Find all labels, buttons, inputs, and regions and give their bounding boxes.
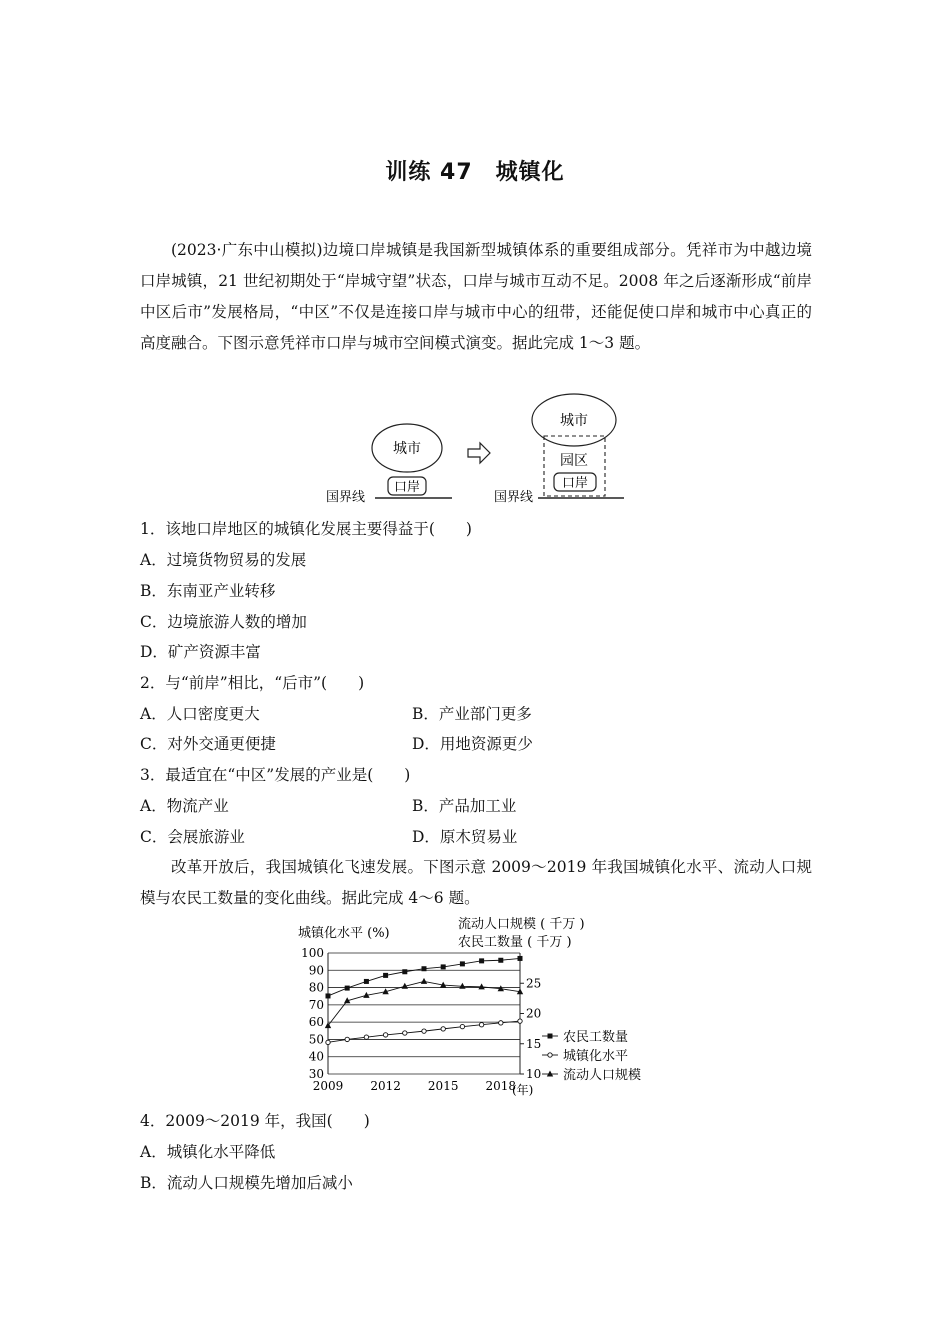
chart-point-square <box>479 958 484 963</box>
chart-point-square <box>498 958 503 963</box>
chart-y-left-tick-label: 90 <box>308 963 324 978</box>
intro-paragraph-2: 改革开放后，我国城镇化飞速发展。下图示意 2009～2019 年我国城镇化水平、流动人口规模与农民工数量的变化曲线。据此完成 4～6 题。 <box>140 858 812 907</box>
q1-option-a: A．过境货物贸易的发展 <box>140 551 307 569</box>
q2-option-d: D．用地资源更少 <box>412 735 533 753</box>
chart-y-left-tick-label: 30 <box>308 1067 324 1081</box>
chart-point-circle <box>479 1023 483 1027</box>
chart-x-tick-label: 2018 <box>485 1079 517 1093</box>
port-label-left: 口岸 <box>393 480 421 495</box>
city-label-right: 城市 <box>560 413 588 429</box>
chart-x-tick-label: 2009 <box>312 1079 344 1093</box>
q1-option-b: B．东南亚产业转移 <box>140 582 276 600</box>
q4-option-a: A．城镇化水平降低 <box>140 1143 276 1161</box>
chart-point-circle <box>460 1024 464 1028</box>
q3-stem: 3．最适宜在“中区”发展的产业是( ) <box>140 766 411 784</box>
chart-point-circle <box>422 1029 426 1033</box>
chart-point-circle <box>441 1027 445 1031</box>
q1-option-c: C．边境旅游人数的增加 <box>140 613 307 631</box>
chart-y-left-tick-label: 80 <box>308 980 324 995</box>
chart-point-square <box>326 993 331 998</box>
q2-option-b: B．产业部门更多 <box>412 705 532 723</box>
chart-left-axis-title: 城镇化水平 (%) <box>298 926 390 941</box>
chart-point-square <box>345 986 350 991</box>
chart-right-axis-title-2: 农民工数量 ( 千万 ) <box>458 935 572 950</box>
chart-legend-label: 城镇化水平 <box>563 1049 629 1064</box>
chart-point-square <box>441 964 446 969</box>
chart-legend-marker-square <box>548 1034 553 1039</box>
chart-point-triangle <box>421 978 427 984</box>
chart-y-left-tick-label: 100 <box>301 946 324 960</box>
chart-y-right-tick-label: 20 <box>526 1006 542 1021</box>
port-label-right: 口岸 <box>561 476 589 491</box>
chart-legend-label: 流动人口规模 <box>563 1068 642 1083</box>
chart-point-square <box>422 966 427 971</box>
q4-option-b: B．流动人口规模先增加后减小 <box>140 1174 353 1192</box>
q1-stem: 1．该地口岸地区的城镇化发展主要得益于( ) <box>140 520 472 538</box>
chart-series-line-triangle <box>328 981 520 1025</box>
chart-point-square <box>364 979 369 984</box>
city-label-left: 城市 <box>393 441 421 457</box>
chart-series-line-square <box>328 958 520 996</box>
intro-paragraph-1: (2023·广东中山模拟)边境口岸城镇是我国新型城镇体系的重要组成部分。凭祥市为中越边境口岸城镇，21 世纪初期处于“岸城守望”状态，口岸与城市互动不足。2008 年之后逐渐形成“前岸中区后市”发展格局，“中区”不仅是连接口岸与城市中心的纽带，还能促使口岸和城市中心真正的高度融合。下图示意凭祥市口岸与城市空间模式演变。据此完成 1～3 题。 <box>140 241 812 352</box>
q3-option-b: B．产品加工业 <box>412 797 517 815</box>
q1-option-d: D．矿产资源丰富 <box>140 643 261 661</box>
chart-y-right-tick-label: 25 <box>526 976 542 991</box>
q2-option-c: C．对外交通更便捷 <box>140 735 276 753</box>
chart-x-tick-label: 2015 <box>427 1079 459 1093</box>
park-label: 园区 <box>560 453 588 469</box>
chart-point-square <box>518 956 523 961</box>
page-title: 训练 47 城镇化 <box>385 160 565 185</box>
q2-option-a: A．人口密度更大 <box>140 705 260 723</box>
chart-legend-label: 农民工数量 <box>563 1030 629 1045</box>
chart-point-circle <box>345 1037 349 1041</box>
q3-option-d: D．原木贸易业 <box>412 828 518 846</box>
chart-y-left-tick-label: 60 <box>308 1015 324 1030</box>
chart-point-circle <box>403 1031 407 1035</box>
urbanization-chart <box>290 912 680 1102</box>
chart-y-left-tick-label: 40 <box>308 1049 324 1064</box>
q3-option-c: C．会展旅游业 <box>140 828 245 846</box>
chart-point-square <box>383 973 388 978</box>
chart-point-square <box>460 961 465 966</box>
transition-arrow-icon <box>468 443 490 463</box>
border-label-left: 国界线 <box>326 490 366 505</box>
q3-option-a: A．物流产业 <box>140 797 229 815</box>
chart-x-tick-label: 2012 <box>370 1079 401 1093</box>
chart-x-axis-unit: (年) <box>512 1083 534 1097</box>
border-label-right: 国界线 <box>494 490 534 505</box>
chart-y-left-tick-label: 50 <box>308 1032 324 1047</box>
chart-point-square <box>402 969 407 974</box>
chart-y-right-tick-label: 15 <box>526 1036 542 1051</box>
chart-point-circle <box>499 1021 503 1025</box>
port-city-diagram <box>320 392 640 510</box>
chart-point-circle <box>326 1040 330 1044</box>
chart-y-left-tick-label: 70 <box>308 997 324 1012</box>
chart-point-circle <box>364 1035 368 1039</box>
q2-stem: 2．与“前岸”相比，“后市”( ) <box>140 674 365 692</box>
chart-legend-marker-triangle <box>547 1071 553 1077</box>
chart-y-right-tick-label: 10 <box>526 1067 542 1081</box>
chart-right-axis-title-1: 流动人口规模 ( 千万 ) <box>458 917 585 932</box>
q4-stem: 4．2009～2019 年，我国( ) <box>140 1112 370 1130</box>
chart-point-circle <box>383 1033 387 1037</box>
chart-legend-marker-circle <box>548 1053 552 1057</box>
chart-point-circle <box>518 1019 522 1023</box>
